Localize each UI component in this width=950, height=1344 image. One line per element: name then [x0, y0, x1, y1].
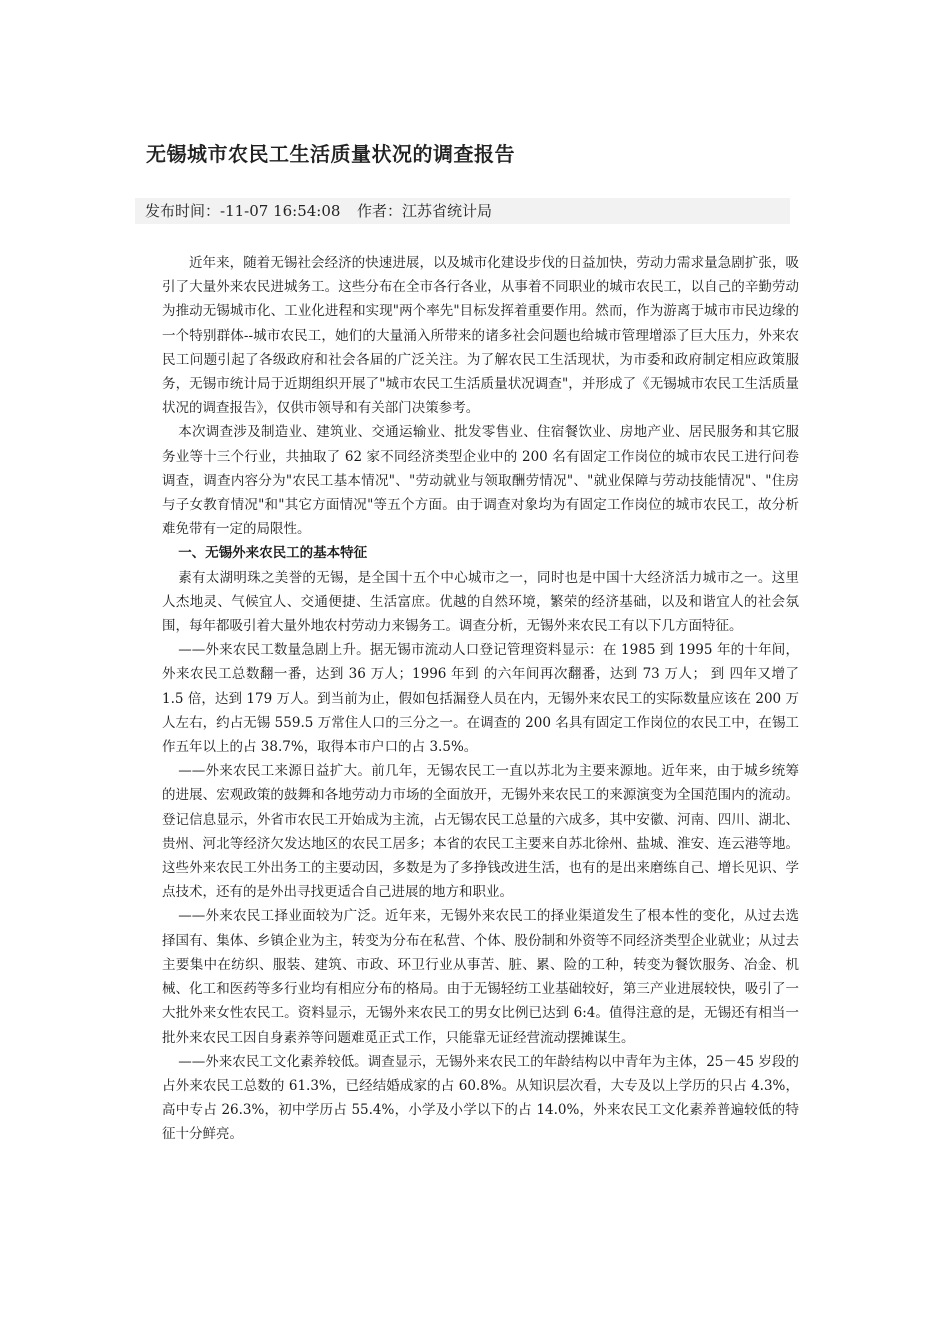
paragraph-survey-scope: 本次调查涉及制造业、建筑业、交通运输业、批发零售业、住宿餐饮业、房地产业、居民服务和其它服务业等十三个行业，共抽取了 62 家不同经济类型企业中的 200 名有固定工作岗位的城市农民工进行问卷调查，调查内容分为"农民工基本情况"、"劳动就业与领取酬劳情况"、"就业保障与劳动技能情况"、"住房与子女教育情况"和"其它方面情况"等五个方面。由于调查对象均为有固定工作岗位的城市农民工，故分析难免带有一定的局限性。 — [162, 424, 799, 538]
article-body — [162, 251, 799, 1147]
article-title: 无锡城市农民工生活质量状况的调查报告 — [146, 142, 515, 166]
paragraph-point-origin: ——外来农民工来源日益扩大。前几年，无锡农民工一直以苏北为主要来源地。近年来，由于城乡统筹的进展、宏观政策的鼓舞和各地劳动力市场的全面放开，无锡外来农民工的来源演变为全国范围内的流动。登记信息显示，外省市农民工开始成为主流，占无锡农民工总量的六成多，其中安徽、河南、四川、湖北、贵州、河北等经济欠发达地区的农民工居多；本省的农民工主要来自苏北徐州、盐城、淮安、连云港等地。这些外来农民工外出务工的主要动因，多数是为了多挣钱改进生活，也有的是出来磨练自己、增长见识、学点技术，还有的是外出寻找更适合自己进展的地方和职业。 — [162, 763, 799, 901]
paragraph-intro: 近年来，随着无锡社会经济的快速进展，以及城市化建设步伐的日益加快，劳动力需求量急剧扩张，吸引了大量外来农民进城务工。这些分布在全市各行各业，从事着不同职业的城市农民工，以自己的辛勤劳动为推动无锡城市化、工业化进程和实现"两个率先"目标发挥着重要作用。然而，作为游离于城市市民边缘的一个特别群体--城市农民工，她们的大量涌入所带来的诸多社会问题也给城市管理增添了巨大压力，外来农民工问题引起了各级政府和社会各届的广泛关注。为了解农民工生活现状，为市委和政府制定相应政策服务，无锡市统计局于近期组织开展了"城市农民工生活质量状况调查"，并形成了《无锡城市农民工生活质量状况的调查报告》，仅供市领导和有关部门决策参考。 — [162, 255, 799, 417]
paragraph-point-quantity: ——外来农民工数量急剧上升。据无锡市流动人口登记管理资料显示：在 1985 到 1995 年的十年间，外来农民工总数翻一番，达到 36 万人；1996 年到 的六年间再次翻番，达到 73 万人； 到 四年又增了 1.5 倍，达到 179 万人。到当前为止，假如包括漏登人员在内，无锡外来农民工的实际数量应该在 200 万人左右，约占无锡 559.5 万常住人口的三分之一。在调查的 200 名具有固定工作岗位的农民工中，在锡工作五年以上的占 38.7%，取得本市户口的占 3.5%。 — [162, 642, 799, 756]
paragraph-point-employment: ——外来农民工择业面较为广泛。近年来，无锡外来农民工的择业渠道发生了根本性的变化，从过去选择国有、集体、乡镇企业为主，转变为分布在私营、个体、股份制和外资等不同经济类型企业就业；从过去主要集中在纺织、服装、建筑、市政、环卫行业从事苦、脏、累、险的工种，转变为餐饮服务、冶金、机械、化工和医药等多行业均有相应分布的格局。由于无锡轻纺工业基础较好，第三产业进展较快，吸引了一大批外来女性农民工。资料显示，无锡外来农民工的男女比例已达到 6:4。值得注意的是，无锡还有相当一批外来农民工因自身素养等问题难觅正式工作，只能靠无证经营流动摆摊谋生。 — [162, 908, 799, 1046]
article-author: 作者：江苏省统计局 — [357, 202, 493, 220]
section-heading: 一、无锡外来农民工的基本特征 — [178, 545, 368, 562]
paragraph-point-education: ——外来农民工文化素养较低。调查显示，无锡外来农民工的年龄结构以中青年为主体，25－45 岁段的占外来农民工总数的 61.3%，已经结婚成家的占 60.8%。从知识层次看，大专及以上学历的只占 4.3%，高中专占 26.3%，初中学历占 55.4%，小学及小学以下的占 14.0%，外来农民工文化素养普遍较低的特征十分鲜亮。 — [162, 1053, 799, 1143]
paragraph-section-intro: 素有太湖明珠之美誉的无锡，是全国十五个中心城市之一，同时也是中国十大经济活力城市之一。这里人杰地灵、气候宜人、交通便捷、生活富庶。优越的自然环境，繁荣的经济基础，以及和谐宜人的社会氛围，每年都吸引着大量外地农村劳动力来锡务工。调查分析，无锡外来农民工有以下几方面特征。 — [162, 569, 799, 635]
publish-date: 发布时间：-11-07 16:54:08 — [145, 202, 341, 220]
article-meta-bar — [135, 198, 790, 224]
